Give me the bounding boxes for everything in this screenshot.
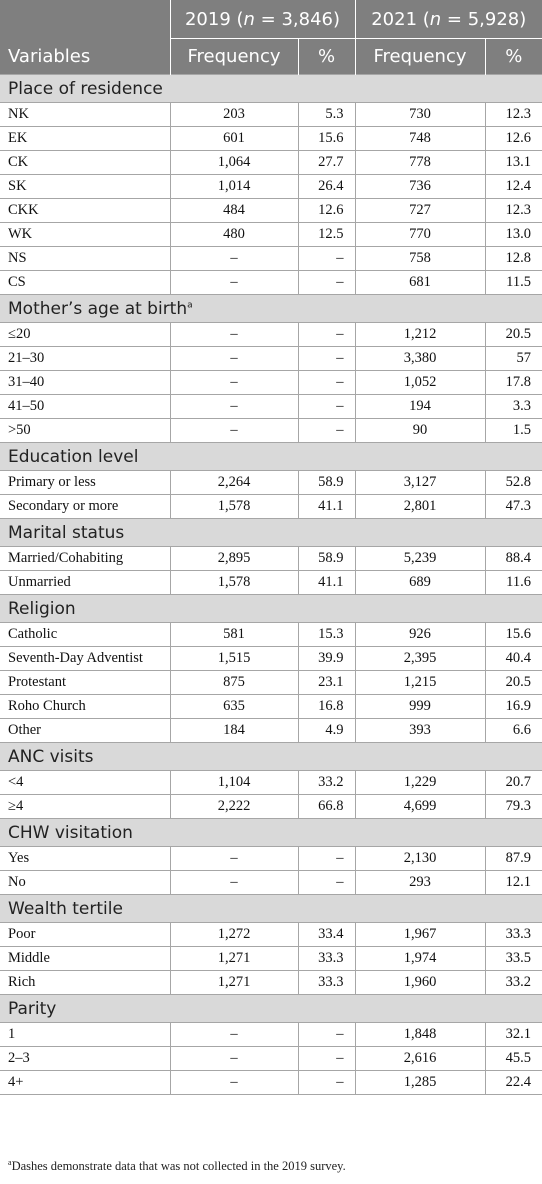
frequency-2021-cell: 758 (355, 247, 485, 271)
frequency-2019-cell: – (170, 271, 298, 295)
frequency-2019-cell: 184 (170, 719, 298, 743)
frequency-2019-cell: – (170, 323, 298, 347)
header-year-2021-n: n (429, 8, 442, 30)
table-row (0, 623, 542, 647)
percent-2019-cell: 26.4 (298, 175, 355, 199)
percent-2019-cell: – (298, 247, 355, 271)
frequency-2021-cell: 293 (355, 871, 485, 895)
section-header-row (0, 295, 542, 323)
frequency-2019-cell: – (170, 1071, 298, 1095)
table-row (0, 719, 542, 743)
percent-2019-cell: 41.1 (298, 495, 355, 519)
section-title-text: Place of residence (8, 78, 163, 99)
frequency-2019-cell: – (170, 247, 298, 271)
header-percent-2019: % (298, 39, 355, 75)
footnote-reference: a (187, 299, 193, 310)
row-label-cell: Protestant (0, 671, 170, 695)
row-label-cell: >50 (0, 419, 170, 443)
frequency-2021-cell: 1,974 (355, 947, 485, 971)
percent-2019-cell: 58.9 (298, 471, 355, 495)
percent-2021-cell: 79.3 (485, 795, 542, 819)
table-row (0, 647, 542, 671)
percent-2019-cell: 39.9 (298, 647, 355, 671)
percent-2021-cell: 40.4 (485, 647, 542, 671)
table-row (0, 1071, 542, 1095)
frequency-2019-cell: 203 (170, 103, 298, 127)
percent-2019-cell: – (298, 347, 355, 371)
frequency-2021-cell: 748 (355, 127, 485, 151)
percent-2019-cell: – (298, 395, 355, 419)
table-row (0, 151, 542, 175)
row-label-cell: Secondary or more (0, 495, 170, 519)
percent-2021-cell: 88.4 (485, 547, 542, 571)
row-label-cell: NK (0, 103, 170, 127)
percent-2019-cell: – (298, 847, 355, 871)
row-label-cell: Married/Cohabiting (0, 547, 170, 571)
row-label-cell: 1 (0, 1023, 170, 1047)
frequency-2019-cell: 1,271 (170, 947, 298, 971)
frequency-2021-cell: 2,801 (355, 495, 485, 519)
percent-2019-cell: – (298, 271, 355, 295)
percent-2021-cell: 52.8 (485, 471, 542, 495)
frequency-2019-cell: 484 (170, 199, 298, 223)
table-row (0, 923, 542, 947)
section-title (0, 743, 542, 771)
table-row (0, 671, 542, 695)
frequency-2021-cell: 5,239 (355, 547, 485, 571)
percent-2019-cell: 15.3 (298, 623, 355, 647)
percent-2021-cell: 22.4 (485, 1071, 542, 1095)
table-row (0, 947, 542, 971)
frequency-2021-cell: 689 (355, 571, 485, 595)
percent-2019-cell: – (298, 1071, 355, 1095)
header-row-columns (0, 39, 542, 75)
frequency-2019-cell: 2,895 (170, 547, 298, 571)
section-header-row (0, 895, 542, 923)
percent-2019-cell: 23.1 (298, 671, 355, 695)
percent-2019-cell: 33.3 (298, 971, 355, 995)
table-row (0, 175, 542, 199)
percent-2021-cell: 32.1 (485, 1023, 542, 1047)
frequency-2021-cell: 2,395 (355, 647, 485, 671)
table-row (0, 103, 542, 127)
frequency-2019-cell: – (170, 871, 298, 895)
table-row (0, 271, 542, 295)
table-row (0, 547, 542, 571)
section-header-row (0, 595, 542, 623)
percent-2021-cell: 11.5 (485, 271, 542, 295)
row-label-cell: 31–40 (0, 371, 170, 395)
section-header-row (0, 443, 542, 471)
percent-2021-cell: 13.0 (485, 223, 542, 247)
frequency-2021-cell: 926 (355, 623, 485, 647)
frequency-2019-cell: – (170, 395, 298, 419)
frequency-2021-cell: 194 (355, 395, 485, 419)
percent-2019-cell: – (298, 323, 355, 347)
percent-2021-cell: 33.2 (485, 971, 542, 995)
section-title (0, 895, 542, 923)
row-label-cell: Primary or less (0, 471, 170, 495)
percent-2021-cell: 33.3 (485, 923, 542, 947)
row-label-cell: Rich (0, 971, 170, 995)
section-title-text: ANC visits (8, 746, 94, 767)
section-header-row (0, 75, 542, 103)
percent-2021-cell: 12.3 (485, 103, 542, 127)
row-label-cell: Catholic (0, 623, 170, 647)
percent-2019-cell: – (298, 1023, 355, 1047)
frequency-2021-cell: 727 (355, 199, 485, 223)
percent-2019-cell: 16.8 (298, 695, 355, 719)
percent-2021-cell: 15.6 (485, 623, 542, 647)
frequency-2019-cell: 2,222 (170, 795, 298, 819)
frequency-2021-cell: 1,229 (355, 771, 485, 795)
percent-2019-cell: 4.9 (298, 719, 355, 743)
frequency-2019-cell: – (170, 347, 298, 371)
frequency-2019-cell: 1,515 (170, 647, 298, 671)
frequency-2019-cell: 2,264 (170, 471, 298, 495)
percent-2019-cell: 5.3 (298, 103, 355, 127)
row-label-cell: CS (0, 271, 170, 295)
section-title-text: Education level (8, 446, 139, 467)
frequency-2019-cell: 480 (170, 223, 298, 247)
frequency-2021-cell: 736 (355, 175, 485, 199)
percent-2021-cell: 12.8 (485, 247, 542, 271)
row-label-cell: Other (0, 719, 170, 743)
table-row (0, 323, 542, 347)
percent-2019-cell: 33.3 (298, 947, 355, 971)
table-row (0, 247, 542, 271)
header-frequency-2019: Frequency (170, 39, 298, 75)
table-row (0, 495, 542, 519)
table-row (0, 847, 542, 871)
row-label-cell: 41–50 (0, 395, 170, 419)
frequency-2021-cell: 393 (355, 719, 485, 743)
percent-2021-cell: 20.7 (485, 771, 542, 795)
table-row (0, 419, 542, 443)
table-row (0, 395, 542, 419)
row-label-cell: 21–30 (0, 347, 170, 371)
section-title-text: Marital status (8, 522, 125, 543)
percent-2021-cell: 12.6 (485, 127, 542, 151)
percent-2021-cell: 12.3 (485, 199, 542, 223)
percent-2021-cell: 11.6 (485, 571, 542, 595)
row-label-cell: Poor (0, 923, 170, 947)
header-year-2019 (170, 0, 355, 39)
frequency-2021-cell: 3,127 (355, 471, 485, 495)
row-label-cell: 2–3 (0, 1047, 170, 1071)
frequency-2019-cell: 1,271 (170, 971, 298, 995)
frequency-2019-cell: 635 (170, 695, 298, 719)
percent-2021-cell: 45.5 (485, 1047, 542, 1071)
table-row (0, 795, 542, 819)
frequency-2019-cell: 1,104 (170, 771, 298, 795)
percent-2019-cell: 33.4 (298, 923, 355, 947)
frequency-2021-cell: 1,052 (355, 371, 485, 395)
header-year-2021-prefix: 2021 ( (371, 8, 430, 30)
header-year-2021 (355, 0, 542, 39)
percent-2019-cell: 66.8 (298, 795, 355, 819)
header-row-years (0, 0, 542, 39)
percent-2021-cell: 16.9 (485, 695, 542, 719)
table-row (0, 1023, 542, 1047)
row-label-cell: ≥4 (0, 795, 170, 819)
row-label-cell: EK (0, 127, 170, 151)
section-title (0, 519, 542, 547)
percent-2019-cell: 33.2 (298, 771, 355, 795)
percent-2019-cell: – (298, 419, 355, 443)
section-title (0, 75, 542, 103)
section-header-row (0, 995, 542, 1023)
frequency-2019-cell: – (170, 1047, 298, 1071)
frequency-2019-cell: 1,578 (170, 495, 298, 519)
frequency-2019-cell: – (170, 1023, 298, 1047)
section-title-text: Wealth tertile (8, 898, 123, 919)
percent-2021-cell: 12.1 (485, 871, 542, 895)
percent-2021-cell: 20.5 (485, 671, 542, 695)
table-row (0, 471, 542, 495)
section-header-row (0, 743, 542, 771)
section-title (0, 443, 542, 471)
percent-2021-cell: 12.4 (485, 175, 542, 199)
header-year-2019-suffix: = 3,846) (254, 8, 341, 30)
row-label-cell: CK (0, 151, 170, 175)
frequency-2019-cell: – (170, 419, 298, 443)
table-row (0, 871, 542, 895)
frequency-2021-cell: 2,130 (355, 847, 485, 871)
row-label-cell: NS (0, 247, 170, 271)
frequency-2021-cell: 3,380 (355, 347, 485, 371)
frequency-2021-cell: 90 (355, 419, 485, 443)
frequency-2019-cell: 1,064 (170, 151, 298, 175)
percent-2021-cell: 6.6 (485, 719, 542, 743)
table-body (0, 75, 542, 1095)
header-blank-cell (0, 0, 170, 39)
frequency-2021-cell: 778 (355, 151, 485, 175)
frequency-2021-cell: 2,616 (355, 1047, 485, 1071)
percent-2019-cell: 12.6 (298, 199, 355, 223)
percent-2019-cell: 27.7 (298, 151, 355, 175)
footnote-text: Dashes demonstrate data that was not collected in the 2019 survey. (11, 1159, 346, 1174)
percent-2021-cell: 33.5 (485, 947, 542, 971)
percent-2019-cell: 12.5 (298, 223, 355, 247)
frequency-2021-cell: 4,699 (355, 795, 485, 819)
frequency-2019-cell: 1,272 (170, 923, 298, 947)
row-label-cell: Yes (0, 847, 170, 871)
section-title-text: Religion (8, 598, 76, 619)
section-title (0, 819, 542, 847)
table-row (0, 347, 542, 371)
percent-2021-cell: 47.3 (485, 495, 542, 519)
section-title-text: Parity (8, 998, 57, 1019)
section-title-text: Mother’s age at birth (8, 298, 188, 319)
frequency-2021-cell: 1,960 (355, 971, 485, 995)
percent-2021-cell: 57 (485, 347, 542, 371)
percent-2021-cell: 87.9 (485, 847, 542, 871)
percent-2021-cell: 1.5 (485, 419, 542, 443)
section-title-text: CHW visitation (8, 822, 133, 843)
frequency-2021-cell: 681 (355, 271, 485, 295)
row-label-cell: ≤20 (0, 323, 170, 347)
row-label-cell: SK (0, 175, 170, 199)
row-label-cell: Roho Church (0, 695, 170, 719)
frequency-2019-cell: 875 (170, 671, 298, 695)
row-label-cell: Unmarried (0, 571, 170, 595)
table-row (0, 223, 542, 247)
header-percent-2021: % (485, 39, 542, 75)
header-frequency-2021: Frequency (355, 39, 485, 75)
footnote-mark: a (8, 1158, 12, 1167)
frequency-2021-cell: 730 (355, 103, 485, 127)
percent-2019-cell: 15.6 (298, 127, 355, 151)
table-row (0, 695, 542, 719)
row-label-cell: WK (0, 223, 170, 247)
row-label-cell: CKK (0, 199, 170, 223)
row-label-cell: No (0, 871, 170, 895)
frequency-2021-cell: 1,285 (355, 1071, 485, 1095)
percent-2021-cell: 17.8 (485, 371, 542, 395)
header-year-2019-prefix: 2019 ( (184, 8, 244, 30)
percent-2019-cell: – (298, 1047, 355, 1071)
frequency-2019-cell: 601 (170, 127, 298, 151)
section-header-row (0, 519, 542, 547)
frequency-2021-cell: 1,967 (355, 923, 485, 947)
frequency-2021-cell: 1,215 (355, 671, 485, 695)
frequency-2019-cell: – (170, 371, 298, 395)
percent-2019-cell: – (298, 871, 355, 895)
header-variables: Variables (0, 39, 170, 75)
row-label-cell: 4+ (0, 1071, 170, 1095)
percent-2019-cell: 58.9 (298, 547, 355, 571)
table-row (0, 1047, 542, 1071)
percent-2019-cell: – (298, 371, 355, 395)
frequency-2019-cell: 1,014 (170, 175, 298, 199)
percent-2019-cell: 41.1 (298, 571, 355, 595)
frequency-2019-cell: 581 (170, 623, 298, 647)
footnote (8, 1158, 346, 1174)
header-year-2021-suffix: = 5,928) (441, 8, 527, 30)
frequency-2021-cell: 1,212 (355, 323, 485, 347)
row-label-cell: Middle (0, 947, 170, 971)
table-row (0, 971, 542, 995)
table-row (0, 127, 542, 151)
frequency-2021-cell: 999 (355, 695, 485, 719)
frequency-2021-cell: 770 (355, 223, 485, 247)
table-row (0, 571, 542, 595)
section-header-row (0, 819, 542, 847)
percent-2021-cell: 20.5 (485, 323, 542, 347)
row-label-cell: Seventh-Day Adventist (0, 647, 170, 671)
table-row (0, 371, 542, 395)
percent-2021-cell: 13.1 (485, 151, 542, 175)
section-title (0, 995, 542, 1023)
table-row (0, 199, 542, 223)
section-title (0, 595, 542, 623)
frequency-2019-cell: 1,578 (170, 571, 298, 595)
percent-2021-cell: 3.3 (485, 395, 542, 419)
header-year-2019-n: n (243, 8, 255, 30)
table-row (0, 771, 542, 795)
section-title (0, 295, 542, 323)
frequency-2019-cell: – (170, 847, 298, 871)
row-label-cell: <4 (0, 771, 170, 795)
frequency-2021-cell: 1,848 (355, 1023, 485, 1047)
